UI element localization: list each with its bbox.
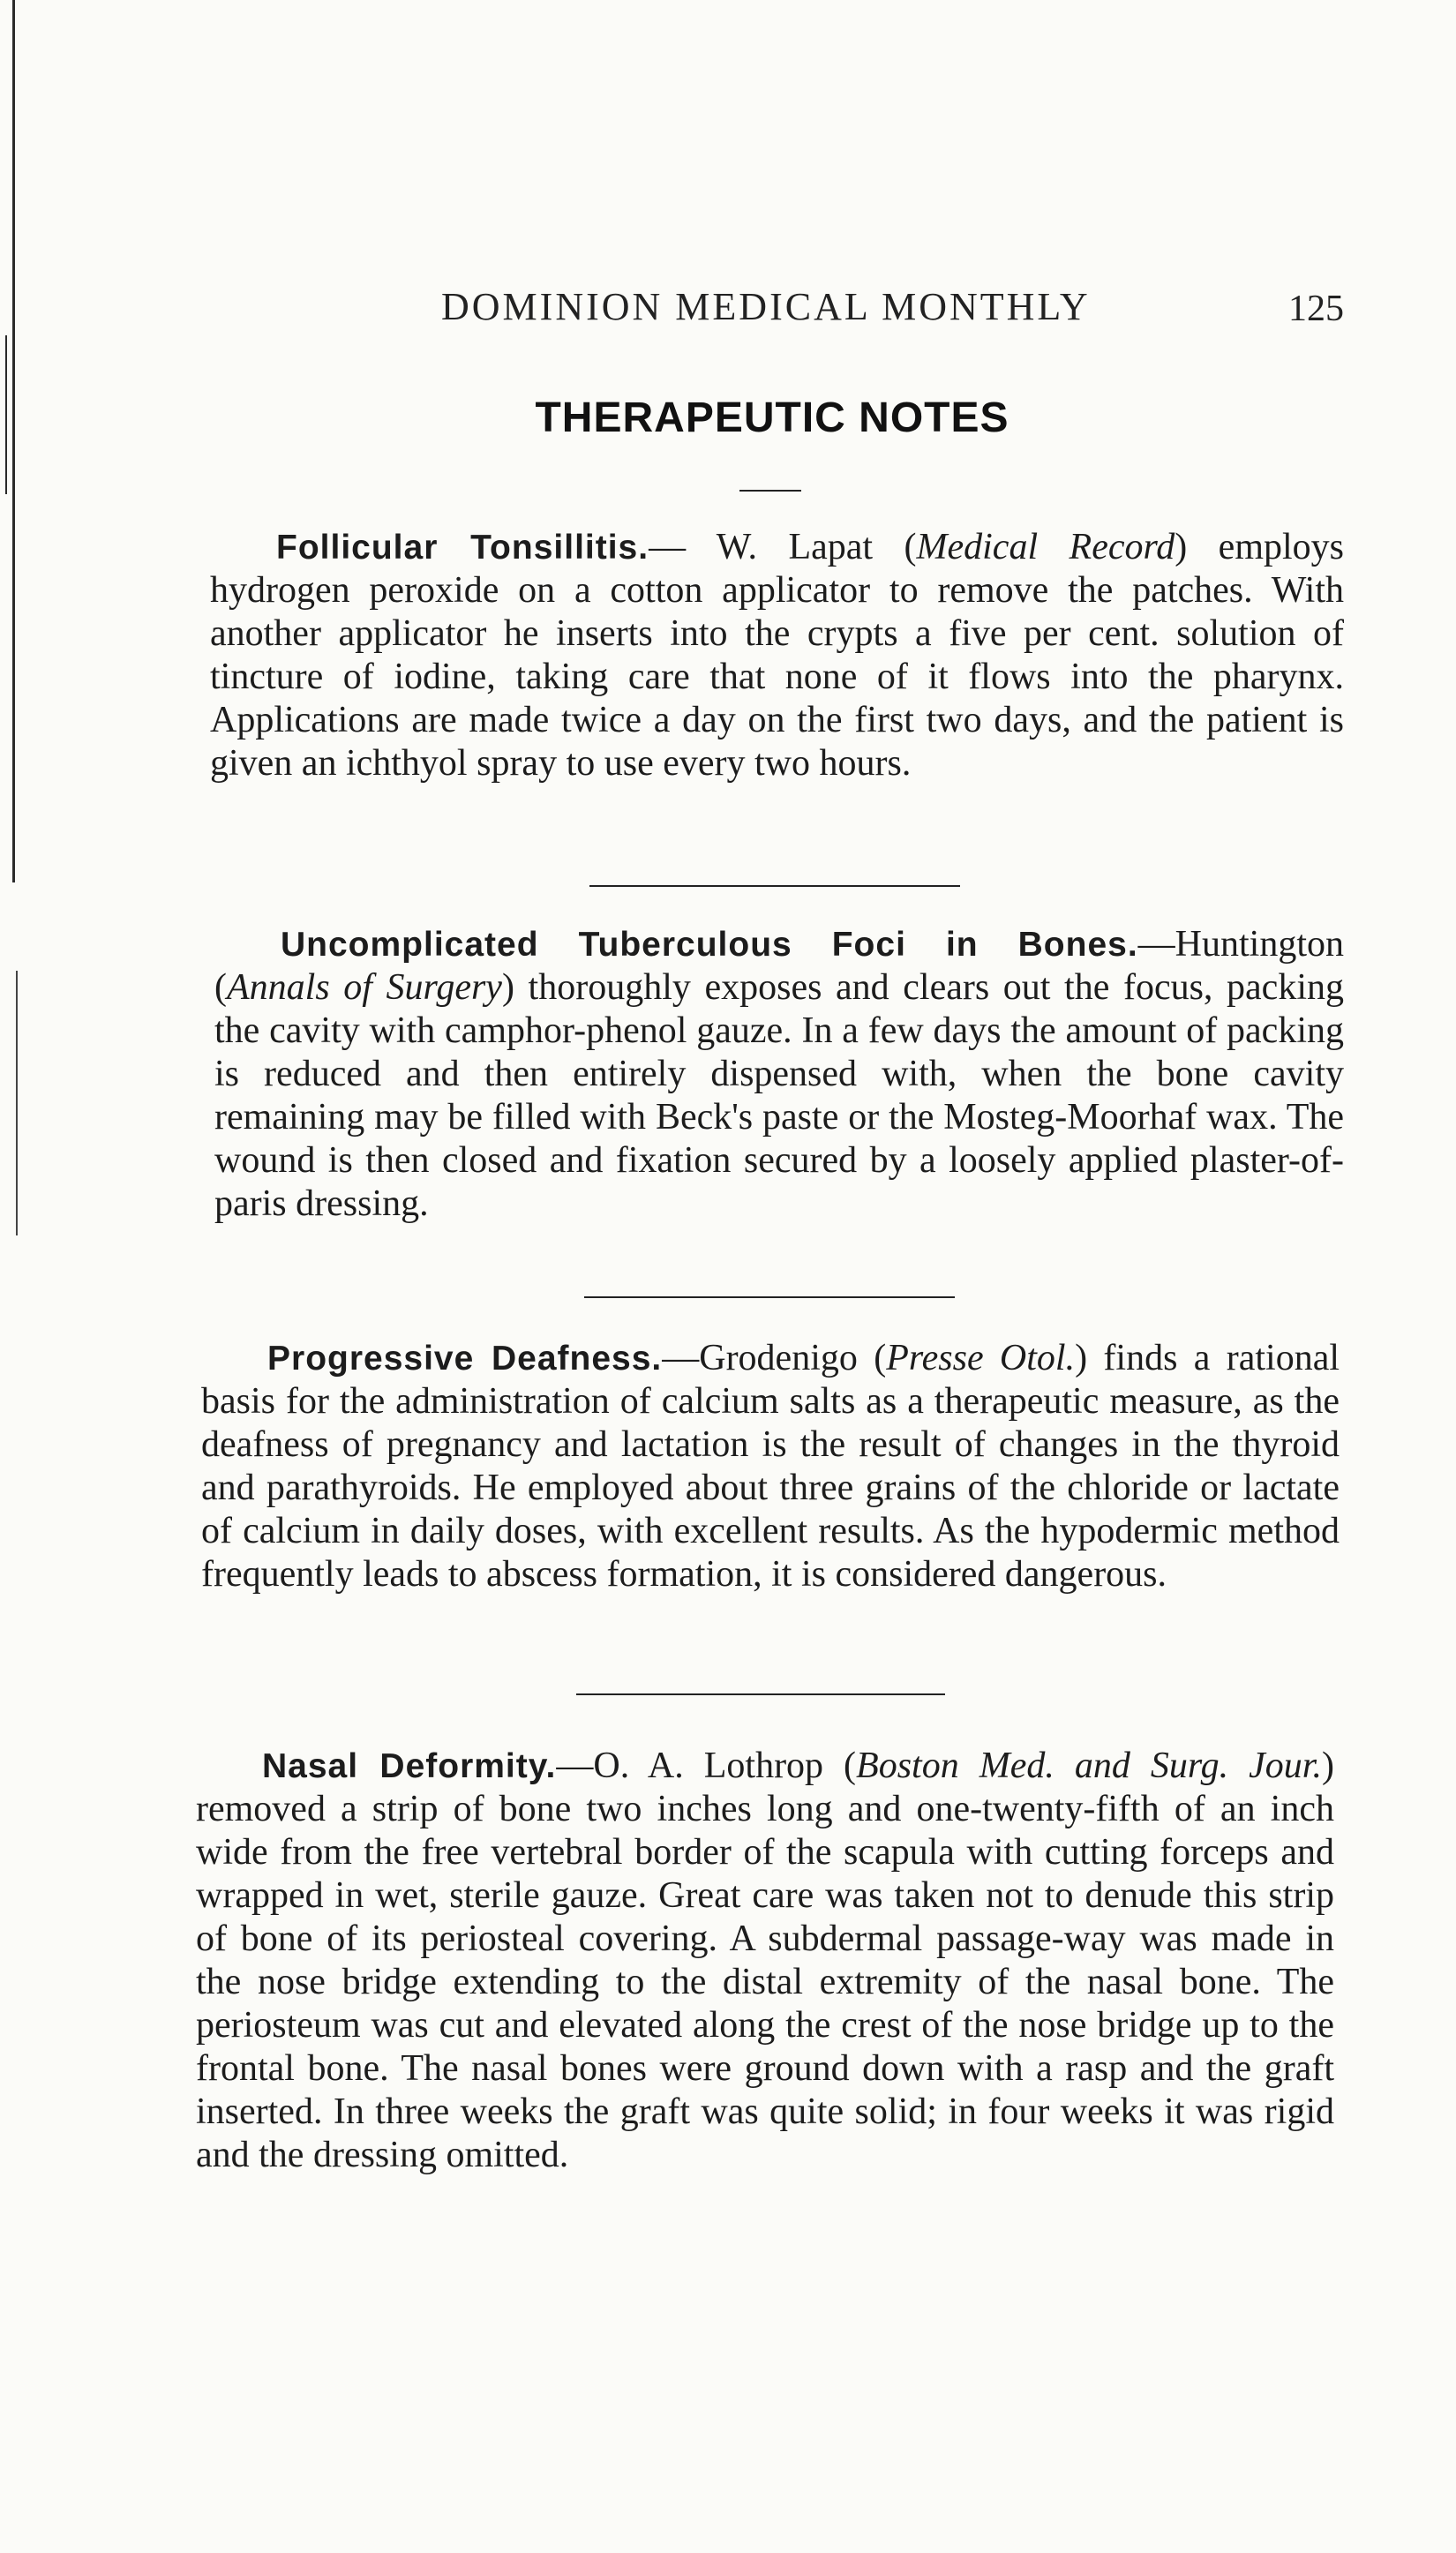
note-text: —Huntington (	[214, 924, 1344, 1008]
title-rule	[739, 490, 801, 492]
note-follicular-tonsillitis	[210, 526, 1344, 785]
note-text: ) removed a strip of bone two inches long and one-twenty-fifth of an inch wide from the free vertebral border of the scapula with cutting forceps and wrapped in wet, sterile gauze. Great care was taken not to denude this strip of bone of its periosteal covering. A subdermal passage-way was made in the nose bridge extending to the distal extremity of the nasal bone. The periosteum was cut and elevated along the crest of the nose bridge up to the frontal bone. The nasal bones were ground down with a rasp and the graft inserted. In three weeks the graft was quite solid; in four weeks it was rigid and the dressing omitted.	[196, 1746, 1334, 2175]
separator-rule	[584, 1296, 955, 1298]
note-text: —O. A. Lothrop (	[556, 1746, 857, 1786]
note-citation: Boston Med. and Surg. Jour.	[856, 1746, 1322, 1786]
note-paragraph	[196, 1745, 1334, 2177]
note-paragraph	[214, 923, 1344, 1226]
note-paragraph	[201, 1337, 1340, 1596]
running-title: DOMINION MEDICAL MONTHLY	[441, 285, 1091, 328]
section-title: THERAPEUTIC NOTES	[535, 394, 1009, 441]
note-progressive-deafness	[201, 1337, 1340, 1596]
note-text: —Grodenigo (	[662, 1338, 887, 1378]
note-heading: Nasal Deformity.	[262, 1747, 557, 1785]
note-heading: Progressive Deafness.	[267, 1340, 663, 1378]
note-text: ) thoroughly exposes and clears out the focus, packing the cavity with camphor-phenol gauze. In a few days the amount of packing is reduced and then entirely dispensed with, when the bone cavity remaining may be filled with Beck's paste or the Mosteg-Moorhaf wax. The wound is then closed and fixation secured by a loosely applied plaster-of-paris dressing.	[214, 967, 1344, 1224]
note-text: — W. Lapat (	[649, 527, 917, 567]
note-citation: Medical Record	[916, 527, 1175, 567]
note-citation: Presse Otol.	[886, 1338, 1076, 1378]
note-heading: Follicular Tonsillitis.	[276, 529, 649, 567]
note-citation: Annals of Surgery	[227, 967, 502, 1008]
note-tuberculous-foci	[214, 923, 1344, 1226]
note-nasal-deformity	[196, 1745, 1334, 2177]
note-paragraph	[210, 526, 1344, 785]
note-text: ) finds a rational basis for the administration of calcium salts as a therapeutic measure, as the deafness of pregnancy and lactation is the result of changes in the thyroid and parathyroids. He employed about three grains of the chloride or lactate of calcium in daily doses, with excellent results. As the hypodermic method frequently leads to abscess formation, it is considered dangerous.	[201, 1338, 1340, 1595]
page-number: 125	[1288, 289, 1344, 329]
note-heading: Uncomplicated Tuberculous Foci in Bones.	[281, 926, 1138, 964]
separator-rule	[576, 1693, 945, 1695]
note-text: ) employs hydrogen peroxide on a cotton applicator to remove the patches. With another applicator he inserts into the crypts a five per cent. solution of tincture of iodine, taking care that none of it flows into the pharynx. Applications are made twice a day on the first two days, and the patient is given an ichthyol spray to use every two hours.	[210, 527, 1345, 784]
separator-rule	[589, 885, 960, 887]
page-edge-line	[16, 971, 18, 1235]
